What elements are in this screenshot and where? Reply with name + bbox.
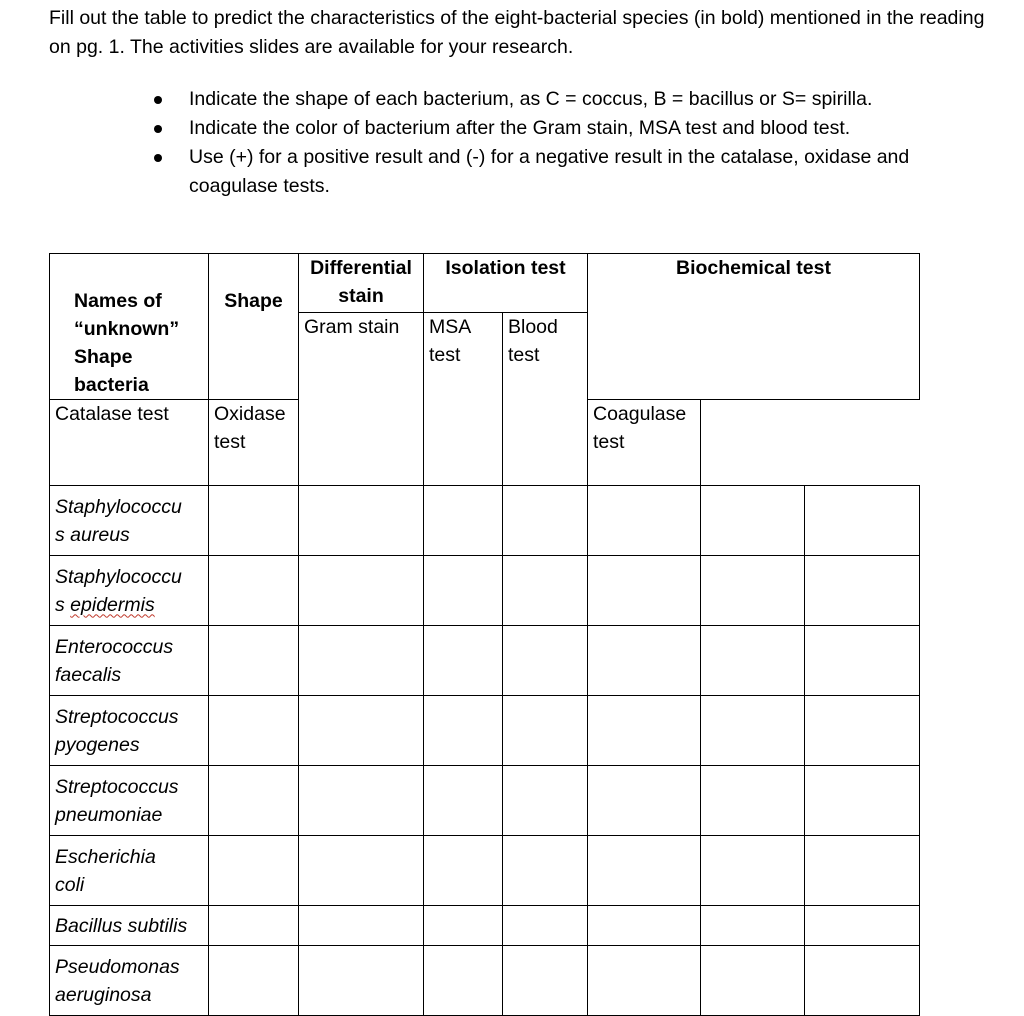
catalase-test-cell[interactable] <box>588 766 701 836</box>
msa-test-cell[interactable] <box>424 626 503 696</box>
blood-test-cell[interactable] <box>503 836 588 906</box>
gram-stain-cell[interactable] <box>299 906 424 946</box>
shape-cell[interactable] <box>209 766 299 836</box>
species-name: Staphylococcu s epidermis <box>50 556 209 626</box>
msa-test-cell[interactable] <box>424 946 503 1016</box>
blood-test-cell[interactable] <box>503 626 588 696</box>
msa-test-cell[interactable] <box>424 906 503 946</box>
species-name: Pseudomonas aeruginosa <box>50 946 209 1016</box>
names-header-line: bacteria <box>74 374 149 396</box>
blood-test-cell[interactable] <box>503 556 588 626</box>
gram-stain-cell[interactable] <box>299 836 424 906</box>
oxidase-test-cell[interactable] <box>701 766 805 836</box>
msa-test-cell[interactable] <box>424 696 503 766</box>
gram-stain-cell[interactable] <box>299 696 424 766</box>
coagulase-test-header: Coagulase test <box>588 400 701 486</box>
instructions-text: Fill out the table to predict the characteristics of the eight-bacterial species (in bold) mentioned in the reading on pg. 1. The activities slides are available for your research. <box>49 7 985 58</box>
gram-stain-cell[interactable] <box>299 556 424 626</box>
table-header-row <box>50 254 920 313</box>
catalase-test-cell[interactable] <box>588 556 701 626</box>
isolation-test-header: Isolation test <box>424 254 588 313</box>
oxidase-test-cell[interactable] <box>701 906 805 946</box>
names-header-line: Names of <box>74 290 162 312</box>
catalase-test-header: Catalase test <box>50 400 209 486</box>
blood-test-cell[interactable] <box>503 906 588 946</box>
spellcheck-underline: epidermis <box>70 593 155 616</box>
names-header-line: Shape <box>74 346 133 368</box>
oxidase-test-cell[interactable] <box>701 946 805 1016</box>
gram-stain-cell[interactable] <box>299 486 424 556</box>
shape-cell[interactable] <box>209 626 299 696</box>
catalase-test-cell[interactable] <box>588 836 701 906</box>
blood-test-header: Blood test <box>503 313 588 486</box>
blood-test-cell[interactable] <box>503 946 588 1016</box>
table-row <box>50 696 920 766</box>
gram-stain-cell[interactable] <box>299 766 424 836</box>
coagulase-test-cell[interactable] <box>805 836 920 906</box>
bullet-icon <box>154 154 162 162</box>
names-header <box>50 254 209 400</box>
list-item-text: Use (+) for a positive result and (-) for a negative result in the catalase, oxidase and coagulase tests. <box>189 146 910 197</box>
list-item <box>150 85 990 114</box>
list-item <box>150 143 990 201</box>
species-name: Streptococcus pneumoniae <box>50 766 209 836</box>
bullet-icon <box>154 125 162 133</box>
coagulase-test-cell[interactable] <box>805 766 920 836</box>
oxidase-test-cell[interactable] <box>701 836 805 906</box>
coagulase-test-cell[interactable] <box>805 696 920 766</box>
oxidase-test-cell[interactable] <box>701 486 805 556</box>
list-item-text: Indicate the shape of each bacterium, as C = coccus, B = bacillus or S= spirilla. <box>189 88 873 110</box>
coagulase-test-cell[interactable] <box>805 486 920 556</box>
coagulase-test-cell[interactable] <box>805 906 920 946</box>
shape-cell[interactable] <box>209 946 299 1016</box>
table-row <box>50 486 920 556</box>
shape-cell[interactable] <box>209 696 299 766</box>
table-row <box>50 556 920 626</box>
instruction-list <box>150 85 990 201</box>
blood-test-cell[interactable] <box>503 766 588 836</box>
oxidase-test-cell[interactable] <box>701 696 805 766</box>
list-item <box>150 114 990 143</box>
gram-stain-cell[interactable] <box>299 946 424 1016</box>
shape-cell[interactable] <box>209 486 299 556</box>
species-name: Enterococcus faecalis <box>50 626 209 696</box>
coagulase-test-cell[interactable] <box>805 946 920 1016</box>
bacteria-table <box>49 253 920 1016</box>
msa-test-cell[interactable] <box>424 836 503 906</box>
blood-test-cell[interactable] <box>503 696 588 766</box>
catalase-test-cell[interactable] <box>588 906 701 946</box>
shape-cell[interactable] <box>209 836 299 906</box>
differential-stain-header: Differential stain <box>299 254 424 313</box>
msa-test-header: MSA test <box>424 313 503 486</box>
blood-test-cell[interactable] <box>503 486 588 556</box>
species-name: Streptococcus pyogenes <box>50 696 209 766</box>
species-name: Staphylococcu s aureus <box>50 486 209 556</box>
table-row <box>50 946 920 1016</box>
shape-header: Shape <box>209 254 299 400</box>
shape-cell[interactable] <box>209 906 299 946</box>
bullet-icon <box>154 96 162 104</box>
names-header-line: “unknown” <box>74 318 180 340</box>
species-name: Bacillus subtilis <box>50 906 209 946</box>
catalase-test-cell[interactable] <box>588 626 701 696</box>
msa-test-cell[interactable] <box>424 556 503 626</box>
catalase-test-cell[interactable] <box>588 696 701 766</box>
table-row <box>50 906 920 946</box>
biochemical-test-header: Biochemical test <box>588 254 920 400</box>
shape-cell[interactable] <box>209 556 299 626</box>
table-row <box>50 836 920 906</box>
gram-stain-cell[interactable] <box>299 626 424 696</box>
coagulase-test-cell[interactable] <box>805 626 920 696</box>
list-item-text: Indicate the color of bacterium after the Gram stain, MSA test and blood test. <box>189 117 851 139</box>
table-row <box>50 626 920 696</box>
oxidase-test-header: Oxidase test <box>209 400 299 486</box>
msa-test-cell[interactable] <box>424 486 503 556</box>
table-row <box>50 766 920 836</box>
oxidase-test-cell[interactable] <box>701 556 805 626</box>
msa-test-cell[interactable] <box>424 766 503 836</box>
oxidase-test-cell[interactable] <box>701 626 805 696</box>
gram-stain-header: Gram stain <box>299 313 424 486</box>
coagulase-test-cell[interactable] <box>805 556 920 626</box>
catalase-test-cell[interactable] <box>588 486 701 556</box>
catalase-test-cell[interactable] <box>588 946 701 1016</box>
species-name: Escherichia coli <box>50 836 209 906</box>
